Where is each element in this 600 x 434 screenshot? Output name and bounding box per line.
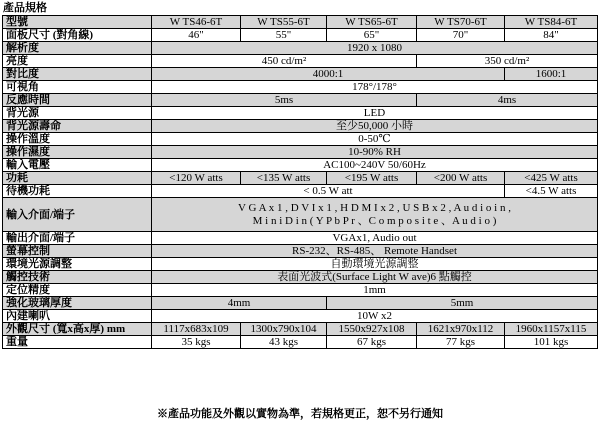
value-cell: 101 kgs	[505, 336, 598, 349]
table-row-operating-temp	[3, 133, 598, 146]
row-label: 型號	[3, 16, 152, 29]
model-cell: W TS46-6T	[152, 16, 241, 29]
value-cell: VGAx1, Audio out	[152, 232, 598, 245]
row-label: 解析度	[3, 42, 152, 55]
row-label: 反應時間	[3, 94, 152, 107]
value-cell: <120 W atts	[152, 172, 241, 185]
table-row-dimensions	[3, 323, 598, 336]
value-cell: 1117x683x109	[152, 323, 241, 336]
table-row-glass	[3, 297, 598, 310]
value-cell: AC100~240V 50/60Hz	[152, 159, 598, 172]
value-cell: 1mm	[152, 284, 598, 297]
row-label: 對比度	[3, 68, 152, 81]
value-cell: 1621x970x112	[417, 323, 505, 336]
model-cell: W TS65-6T	[327, 16, 417, 29]
row-label: 背光源壽命	[3, 120, 152, 133]
value-cell: < 0.5 W att	[152, 185, 505, 198]
row-label: 環境光源調整	[3, 258, 152, 271]
row-label: 輸入電壓	[3, 159, 152, 172]
value-cell: 1600:1	[505, 68, 598, 81]
value-cell: 10W x2	[152, 310, 598, 323]
value-cell: <425 W atts	[505, 172, 598, 185]
input-interface-line-1: V G A x 1 , D V I x 1 , H D M I x 2 , U S B x 2 , A u d i o i n ,	[238, 201, 511, 214]
table-row-model	[3, 16, 598, 29]
value-cell: 35 kgs	[152, 336, 241, 349]
row-label: 外觀尺寸 (寬x高x厚) mm	[3, 323, 152, 336]
value-cell: 至少50,000 小時	[152, 120, 598, 133]
value-cell: 70"	[417, 29, 505, 42]
row-label: 輸出介面/端子	[3, 232, 152, 245]
value-cell: 5ms	[152, 94, 417, 107]
table-row-backlight	[3, 107, 598, 120]
model-cell: W TS55-6T	[241, 16, 327, 29]
value-cell: 55"	[241, 29, 327, 42]
table-row-panel-size	[3, 29, 598, 42]
table-row-input-interface	[3, 198, 598, 232]
value-cell: 43 kgs	[241, 336, 327, 349]
table-row-operating-humidity	[3, 146, 598, 159]
value-cell	[152, 198, 598, 232]
table-row-control	[3, 245, 598, 258]
row-label: 功耗	[3, 172, 152, 185]
row-label: 重量	[3, 336, 152, 349]
value-cell: 1300x790x104	[241, 323, 327, 336]
input-interface-line-2: M i n i D i n ( Y P b P r 、C o m p o s i t e 、A u d i o )	[252, 214, 497, 227]
table-row-accuracy	[3, 284, 598, 297]
row-label: 定位精度	[3, 284, 152, 297]
footnote: ※產品功能及外觀以實物為準，若規格更正，恕不另行通知	[157, 408, 443, 420]
value-cell: 450 cd/m²	[152, 55, 417, 68]
table-row-output-interface	[3, 232, 598, 245]
value-cell: <195 W atts	[327, 172, 417, 185]
row-label: 操作溫度	[3, 133, 152, 146]
row-label: 內建喇叭	[3, 310, 152, 323]
table-row-resolution	[3, 42, 598, 55]
table-row-input-voltage	[3, 159, 598, 172]
value-cell: RS-232、RS-485、 Remote Handset	[152, 245, 598, 258]
table-row-touch-tech	[3, 271, 598, 284]
value-cell: 67 kgs	[327, 336, 417, 349]
value-cell: 65"	[327, 29, 417, 42]
row-label: 螢幕控制	[3, 245, 152, 258]
spec-table	[2, 15, 598, 349]
value-cell: 4000:1	[152, 68, 505, 81]
value-cell: 自動環境光源調整	[152, 258, 598, 271]
row-label: 面板尺寸 (對角線)	[3, 29, 152, 42]
value-cell: <200 W atts	[417, 172, 505, 185]
row-label: 觸控技術	[3, 271, 152, 284]
value-cell: LED	[152, 107, 598, 120]
table-row-contrast	[3, 68, 598, 81]
spec-heading: 產品規格	[3, 2, 47, 14]
value-cell: <135 W atts	[241, 172, 327, 185]
value-cell: 1960x1157x115	[505, 323, 598, 336]
row-label: 背光源	[3, 107, 152, 120]
value-cell: 10-90% RH	[152, 146, 598, 159]
value-cell: 46"	[152, 29, 241, 42]
value-cell: 77 kgs	[417, 336, 505, 349]
value-cell: 1550x927x108	[327, 323, 417, 336]
value-cell: 4ms	[417, 94, 598, 107]
value-cell: <4.5 W atts	[505, 185, 598, 198]
table-row-ambient-light	[3, 258, 598, 271]
value-cell: 0-50℃	[152, 133, 598, 146]
row-label: 可視角	[3, 81, 152, 94]
table-row-standby-power	[3, 185, 598, 198]
value-cell: 84"	[505, 29, 598, 42]
row-label: 輸入介面/端子	[3, 198, 152, 232]
model-cell: W TS70-6T	[417, 16, 505, 29]
row-label: 亮度	[3, 55, 152, 68]
value-cell: 4mm	[152, 297, 327, 310]
value-cell: 350 cd/m²	[417, 55, 598, 68]
model-cell: W TS84-6T	[505, 16, 598, 29]
table-row-backlight-life	[3, 120, 598, 133]
value-cell: 178°/178°	[152, 81, 598, 94]
table-row-weight	[3, 336, 598, 349]
value-cell: 表面光波式(Surface Light W ave)6 點觸控	[152, 271, 598, 284]
value-cell: 1920 x 1080	[152, 42, 598, 55]
table-row-brightness	[3, 55, 598, 68]
table-row-speakers	[3, 310, 598, 323]
row-label: 強化玻璃厚度	[3, 297, 152, 310]
row-label: 待機功耗	[3, 185, 152, 198]
table-row-viewing-angle	[3, 81, 598, 94]
table-row-power	[3, 172, 598, 185]
table-row-response-time	[3, 94, 598, 107]
row-label: 操作濕度	[3, 146, 152, 159]
value-cell: 5mm	[327, 297, 598, 310]
